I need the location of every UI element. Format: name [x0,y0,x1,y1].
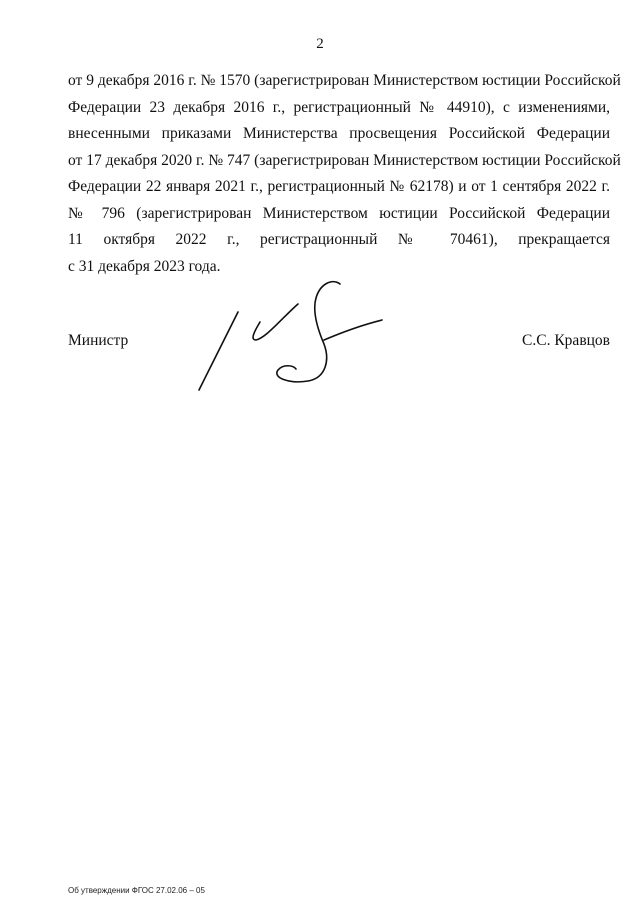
page-number: 2 [316,36,324,52]
footer-document-code: Об утверждении ФГОС 27.02.06 – 05 [68,886,205,895]
signatory-name: С.С. Кравцов [522,332,610,349]
body-line: от 17 декабря 2020 г. № 747 (зарегистрирован Министерством юстиции Российской [68,151,621,169]
body-line: с 31 декабря 2023 года. [68,257,221,275]
document-body [68,68,621,280]
body-line: Федерации 23 декабря 2016 г., регистрационный № 44910), с изменениями, [68,98,610,116]
handwritten-signature [190,278,390,396]
body-line: № 796 (зарегистрирован Министерством юстиции Российской Федерации [68,204,610,222]
body-line: 11 октября 2022 г., регистрационный № 70461), прекращается [68,231,610,248]
body-line: Федерации 22 января 2021 г., регистрационный № 62178) и от 1 сентября 2022 г. [68,178,610,195]
signatory-title: Министр [68,332,129,349]
body-line: внесенными приказами Министерства просвещения Российской Федерации [68,125,610,142]
body-line: от 9 декабря 2016 г. № 1570 (зарегистрирован Министерством юстиции Российской [68,72,621,89]
